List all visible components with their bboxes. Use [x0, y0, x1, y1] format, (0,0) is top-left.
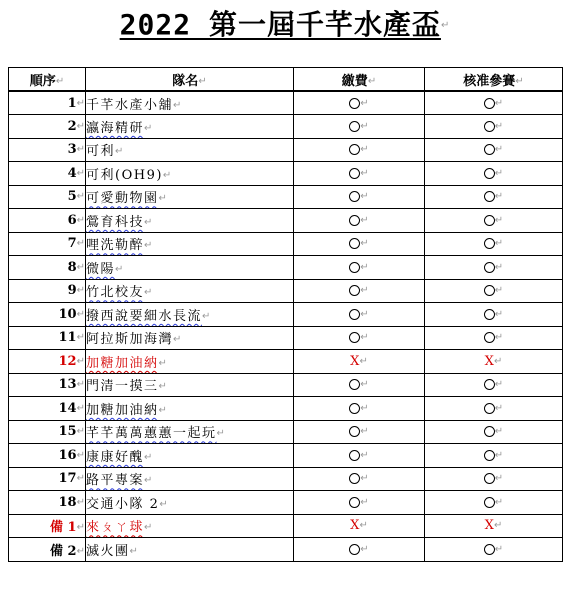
row-fee-status: ↵ — [294, 185, 425, 209]
row-approved-status: X↵ — [425, 514, 563, 538]
row-index: 9↵ — [9, 279, 86, 303]
table-row — [9, 350, 563, 374]
circle-mark-icon — [349, 262, 360, 273]
row-index: 3↵ — [9, 138, 86, 162]
row-index: 11↵ — [9, 326, 86, 350]
row-team-name: 交通小隊 2↵ — [86, 491, 294, 515]
circle-mark-icon — [349, 497, 360, 508]
row-team-name: 微陽↵ — [86, 256, 294, 280]
team-roster-table — [8, 67, 563, 562]
row-fee-status: ↵ — [294, 279, 425, 303]
row-team-name: 加糖加油納↵ — [86, 350, 294, 374]
row-approved-status: ↵ — [425, 397, 563, 421]
row-approved-status: ↵ — [425, 467, 563, 491]
row-approved-status: ↵ — [425, 420, 563, 444]
table-row — [9, 138, 563, 162]
row-team-name: 可利↵ — [86, 138, 294, 162]
row-index: 1↵ — [9, 91, 86, 115]
circle-mark-icon — [484, 285, 495, 296]
row-team-name: 撥西說要細水長流↵ — [86, 303, 294, 327]
row-fee-status: X↵ — [294, 514, 425, 538]
header-fee: 繳費↵ — [294, 68, 425, 92]
row-approved-status: ↵ — [425, 373, 563, 397]
circle-mark-icon — [484, 121, 495, 132]
row-team-name: 竹北校友↵ — [86, 279, 294, 303]
table-row — [9, 467, 563, 491]
page-title — [0, 6, 570, 45]
row-approved-status: ↵ — [425, 185, 563, 209]
row-index: 15↵ — [9, 420, 86, 444]
row-index: 6↵ — [9, 209, 86, 233]
row-fee-status: ↵ — [294, 420, 425, 444]
circle-mark-icon — [484, 403, 495, 414]
row-index: 5↵ — [9, 185, 86, 209]
circle-mark-icon — [349, 121, 360, 132]
row-index: 17↵ — [9, 467, 86, 491]
circle-mark-icon — [349, 168, 360, 179]
circle-mark-icon — [484, 191, 495, 202]
row-fee-status: ↵ — [294, 444, 425, 468]
circle-mark-icon — [484, 379, 495, 390]
row-team-name: 可利(OH9)↵ — [86, 162, 294, 186]
page-title-text: 2022 第一屆千芊水產盃 — [119, 8, 441, 41]
circle-mark-icon — [484, 426, 495, 437]
table-row — [9, 209, 563, 233]
row-fee-status: ↵ — [294, 209, 425, 233]
table-row — [9, 538, 563, 562]
table-header-row — [9, 68, 563, 92]
row-index: 13↵ — [9, 373, 86, 397]
table-row — [9, 256, 563, 280]
row-approved-status: ↵ — [425, 279, 563, 303]
row-fee-status: ↵ — [294, 373, 425, 397]
circle-mark-icon — [484, 262, 495, 273]
row-fee-status: ↵ — [294, 91, 425, 115]
row-index: 7↵ — [9, 232, 86, 256]
circle-mark-icon — [484, 544, 495, 555]
row-team-name: 來ㄆㄚ球↵ — [86, 514, 294, 538]
row-team-name: 千芊水產小舖↵ — [86, 91, 294, 115]
row-index: 2↵ — [9, 115, 86, 139]
row-approved-status: ↵ — [425, 326, 563, 350]
x-mark-icon: X — [484, 518, 494, 534]
row-index: 14↵ — [9, 397, 86, 421]
table-row — [9, 232, 563, 256]
row-fee-status: ↵ — [294, 397, 425, 421]
circle-mark-icon — [484, 309, 495, 320]
row-team-name: 門清一摸三↵ — [86, 373, 294, 397]
table-row — [9, 514, 563, 538]
row-fee-status: ↵ — [294, 303, 425, 327]
circle-mark-icon — [484, 473, 495, 484]
row-approved-status: ↵ — [425, 303, 563, 327]
row-fee-status: ↵ — [294, 538, 425, 562]
table-row — [9, 373, 563, 397]
row-approved-status: ↵ — [425, 444, 563, 468]
row-approved-status: ↵ — [425, 162, 563, 186]
row-approved-status: ↵ — [425, 491, 563, 515]
row-team-name: 滅火團↵ — [86, 538, 294, 562]
table-row — [9, 279, 563, 303]
row-approved-status: ↵ — [425, 115, 563, 139]
row-index: 10↵ — [9, 303, 86, 327]
row-fee-status: ↵ — [294, 138, 425, 162]
header-approved: 核准參賽↵ — [425, 68, 563, 92]
row-team-name: 鶯育科技↵ — [86, 209, 294, 233]
circle-mark-icon — [349, 285, 360, 296]
row-index: 備 1↵ — [9, 514, 86, 538]
circle-mark-icon — [349, 332, 360, 343]
table-row — [9, 444, 563, 468]
row-team-name: 芊芊萬萬蕙蕙一起玩↵ — [86, 420, 294, 444]
circle-mark-icon — [349, 473, 360, 484]
row-approved-status: ↵ — [425, 256, 563, 280]
row-approved-status: ↵ — [425, 209, 563, 233]
circle-mark-icon — [484, 215, 495, 226]
row-approved-status: ↵ — [425, 538, 563, 562]
row-fee-status: X↵ — [294, 350, 425, 374]
row-approved-status: X↵ — [425, 350, 563, 374]
row-fee-status: ↵ — [294, 256, 425, 280]
row-team-name: 阿拉斯加海灣↵ — [86, 326, 294, 350]
row-fee-status: ↵ — [294, 162, 425, 186]
circle-mark-icon — [349, 98, 360, 109]
header-team: 隊名↵ — [86, 68, 294, 92]
row-index: 16↵ — [9, 444, 86, 468]
table-row — [9, 397, 563, 421]
circle-mark-icon — [484, 497, 495, 508]
circle-mark-icon — [484, 98, 495, 109]
row-team-name: 瀛海精研↵ — [86, 115, 294, 139]
row-team-name: 加糖加油納↵ — [86, 397, 294, 421]
table-row — [9, 303, 563, 327]
table-row — [9, 420, 563, 444]
row-fee-status: ↵ — [294, 115, 425, 139]
circle-mark-icon — [349, 450, 360, 461]
circle-mark-icon — [484, 332, 495, 343]
row-approved-status: ↵ — [425, 232, 563, 256]
table-row — [9, 162, 563, 186]
row-index: 8↵ — [9, 256, 86, 280]
circle-mark-icon — [484, 238, 495, 249]
table-row — [9, 326, 563, 350]
header-index: 順序↵ — [9, 68, 86, 92]
row-fee-status: ↵ — [294, 326, 425, 350]
table-row — [9, 115, 563, 139]
row-team-name: 可愛動物園↵ — [86, 185, 294, 209]
table-row — [9, 491, 563, 515]
circle-mark-icon — [349, 191, 360, 202]
circle-mark-icon — [349, 426, 360, 437]
table-body — [9, 91, 563, 561]
row-team-name: 哩洗勒醉↵ — [86, 232, 294, 256]
table-row — [9, 185, 563, 209]
row-approved-status: ↵ — [425, 91, 563, 115]
circle-mark-icon — [484, 168, 495, 179]
circle-mark-icon — [349, 309, 360, 320]
row-fee-status: ↵ — [294, 467, 425, 491]
row-team-name: 路平專案↵ — [86, 467, 294, 491]
circle-mark-icon — [349, 215, 360, 226]
circle-mark-icon — [484, 450, 495, 461]
row-fee-status: ↵ — [294, 491, 425, 515]
row-index: 4↵ — [9, 162, 86, 186]
circle-mark-icon — [349, 379, 360, 390]
x-mark-icon: X — [350, 518, 360, 534]
row-index: 12↵ — [9, 350, 86, 374]
circle-mark-icon — [349, 544, 360, 555]
row-fee-status: ↵ — [294, 232, 425, 256]
paragraph-mark-icon: ↵ — [440, 20, 451, 31]
row-approved-status: ↵ — [425, 138, 563, 162]
x-mark-icon: X — [484, 353, 494, 369]
row-index: 18↵ — [9, 491, 86, 515]
row-index: 備 2↵ — [9, 538, 86, 562]
x-mark-icon: X — [350, 353, 360, 369]
circle-mark-icon — [349, 144, 360, 155]
circle-mark-icon — [484, 144, 495, 155]
table-row — [9, 91, 563, 115]
circle-mark-icon — [349, 238, 360, 249]
circle-mark-icon — [349, 403, 360, 414]
row-team-name: 康康好醜↵ — [86, 444, 294, 468]
